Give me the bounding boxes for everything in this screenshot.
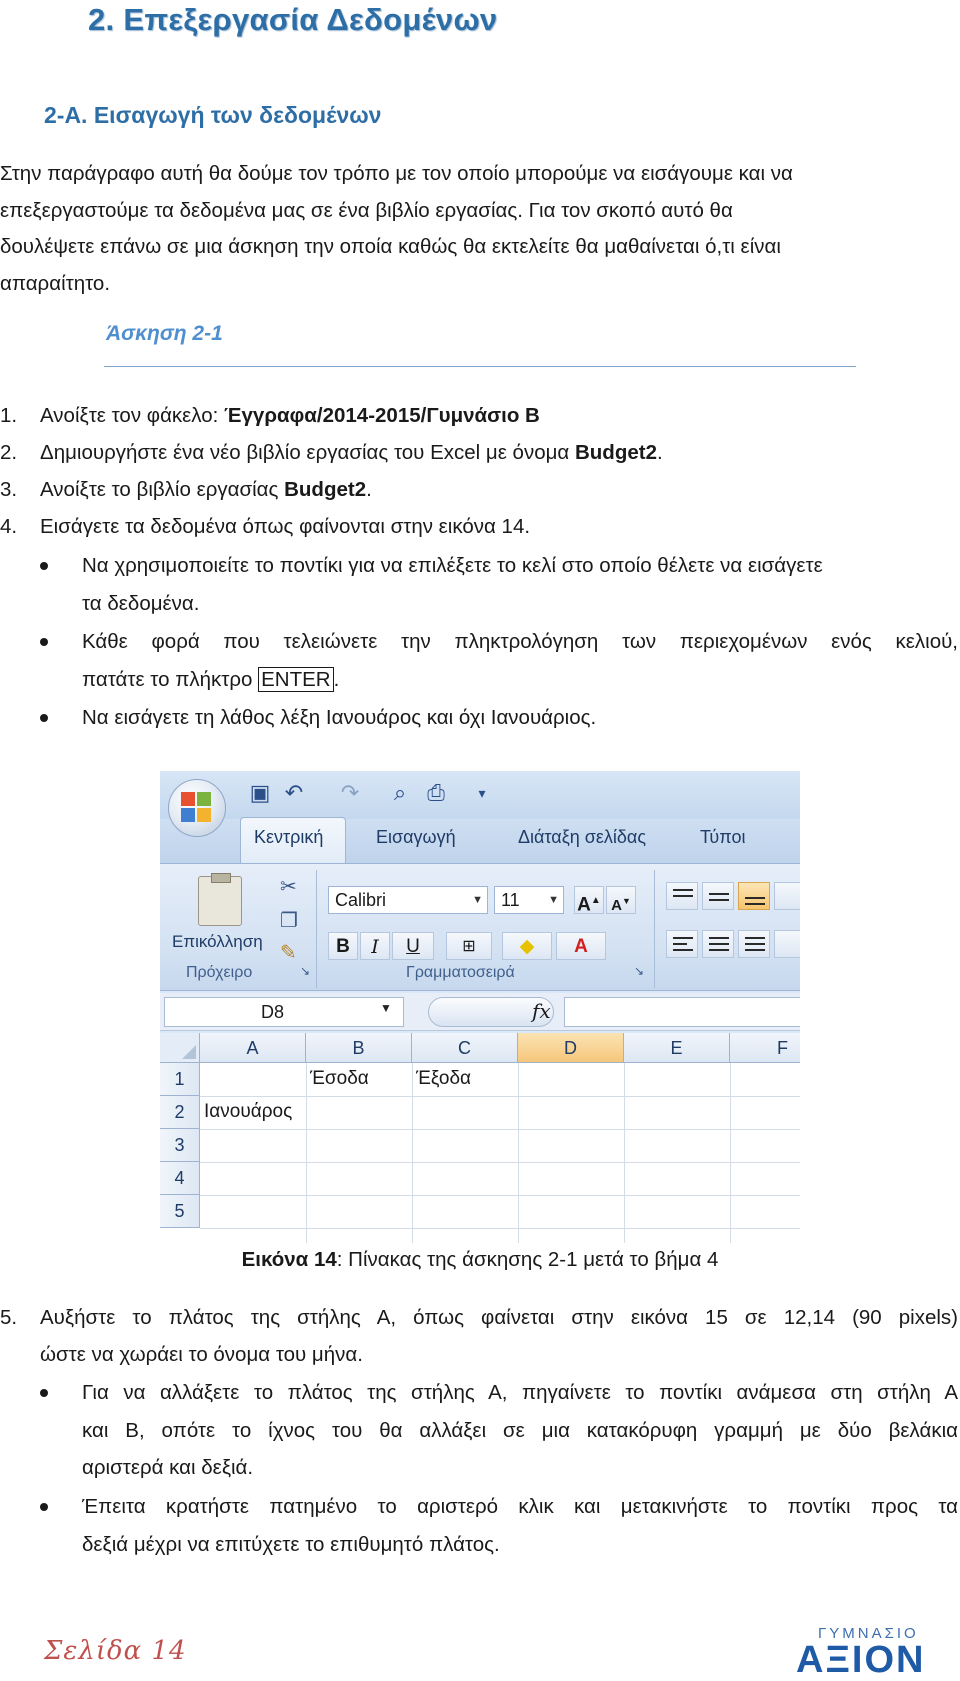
step-number: 1.: [0, 404, 18, 427]
bullet-line: δεξιά μέχρι να επιτύχετε το επιθυμητό πλάτος.: [82, 1532, 500, 1556]
step-text: ώστε να χωράει το όνομα του μήνα.: [40, 1343, 363, 1366]
group-separator: [654, 870, 655, 988]
bullet-dot: [40, 1389, 48, 1397]
page-number: Σελίδα 14: [44, 1636, 187, 1666]
orientation-button[interactable]: [774, 882, 800, 910]
step-5-bullet-2: [40, 1488, 958, 1564]
school-logo: ΑΞΙΟΝ: [796, 1639, 926, 1681]
grid-line: [518, 1063, 519, 1243]
insert-function-icon[interactable]: fx: [532, 999, 551, 1023]
column-header-e[interactable]: E: [624, 1033, 730, 1063]
step-text: Εισάγετε τα δεδομένα όπως φαίνονται στην εικόνα 14.: [40, 515, 531, 538]
step-text: Αυξήστε το πλάτος της στήλης Α, όπως φαίνεται στην εικόνα 15 σε 12,14 (90 pixels): [40, 1306, 958, 1329]
fill-color-button[interactable]: ◆: [502, 932, 552, 960]
cell-b1[interactable]: Έσοδα: [310, 1068, 369, 1089]
office-button[interactable]: [168, 779, 226, 837]
print-preview-icon: ⌕: [393, 780, 407, 805]
underline-button[interactable]: U: [392, 932, 434, 960]
shrink-font-button[interactable]: A▼: [606, 886, 636, 914]
column-header-b[interactable]: B: [306, 1033, 412, 1063]
intro-line: απαραίτητο.: [0, 271, 111, 295]
chevron-down-icon: ▼: [472, 894, 483, 906]
cut-icon[interactable]: ✂: [280, 876, 297, 898]
tab-insert[interactable]: Εισαγωγή: [376, 827, 456, 847]
format-painter-icon[interactable]: ✎: [280, 942, 297, 964]
bullet-line: Να εισάγετε τη λάθος λέξη Ιανουάρος και όχι Ιανουάριος.: [82, 706, 597, 729]
dialog-launcher-icon[interactable]: ↘: [634, 964, 645, 978]
dialog-launcher-icon[interactable]: ↘: [300, 964, 311, 978]
spreadsheet-grid: [160, 1033, 800, 1243]
step-text: Δημιουργήστε ένα νέο βιβλίο εργασίας του Excel με όνομα Budget2.: [40, 441, 663, 464]
group-clipboard: Πρόχειρο: [186, 964, 253, 981]
bullet-line: αριστερά και δεξιά.: [82, 1456, 254, 1479]
borders-button[interactable]: ⊞: [446, 932, 492, 960]
step-5-bullet-1: [40, 1374, 958, 1488]
exercise-divider: [104, 366, 856, 367]
bullet-line: Να χρησιμοποιείτε το ποντίκι για να επιλέξετε το κελί στο οποίο θέλετε να εισάγετε: [82, 554, 823, 577]
italic-button[interactable]: I: [360, 932, 390, 960]
bullet-line: Κάθε φορά που τελειώνετε την πληκτρολόγηση των περιεχομένων ενός κελιού,: [82, 630, 958, 653]
row-header-3[interactable]: 3: [160, 1129, 200, 1162]
align-right-button[interactable]: [738, 930, 770, 958]
bold-button[interactable]: B: [328, 932, 358, 960]
bullet-line: και Β, οπότε το ίχνος του θα αλλάξει σε μια κατακόρυφη γραμμή με δύο βελάκια: [82, 1418, 958, 1442]
grid-line: [306, 1063, 307, 1243]
group-separator: [316, 870, 317, 988]
step-text: Ανοίξτε το βιβλίο εργασίας Budget2.: [40, 478, 372, 501]
chevron-down-icon: ▼: [548, 894, 559, 906]
grid-line: [730, 1063, 731, 1243]
grid-line: [200, 1228, 800, 1229]
section-title: 2-Α. Εισαγωγή των δεδομένων: [44, 102, 382, 128]
enter-key: ENTER: [258, 667, 333, 692]
grid-line: [200, 1195, 800, 1196]
cell-c1[interactable]: Έξοδα: [416, 1068, 472, 1089]
font-size-combo[interactable]: 11 ▼: [494, 886, 564, 914]
column-header-f[interactable]: F: [730, 1033, 800, 1063]
select-all-corner[interactable]: [160, 1033, 200, 1063]
row-header-5[interactable]: 5: [160, 1195, 200, 1228]
grid-line: [412, 1063, 413, 1243]
exercise-title: Άσκηση 2-1: [106, 322, 223, 345]
name-box[interactable]: D8: [164, 997, 404, 1027]
intro-paragraph: [0, 156, 960, 302]
font-color-button[interactable]: A: [556, 932, 606, 960]
formula-bar: [160, 993, 800, 1031]
indent-button[interactable]: [774, 930, 800, 958]
copy-icon[interactable]: ❐: [280, 910, 298, 932]
bullet-line: τα δεδομένα.: [82, 591, 200, 615]
customize-toolbar-icon: ▾: [478, 785, 486, 801]
ribbon: [160, 863, 800, 991]
page-title: 2. Επεξεργασία Δεδομένων: [88, 2, 498, 37]
grid-line: [624, 1063, 625, 1243]
tab-home[interactable]: Κεντρική: [254, 827, 324, 847]
step-number: 4.: [0, 515, 18, 538]
paste-button[interactable]: Επικόλληση: [172, 932, 263, 951]
formula-input[interactable]: [564, 997, 800, 1027]
office-logo-icon: [181, 792, 213, 824]
step-text: Ανοίξτε τον φάκελο: Έγγραφα/2014-2015/Γυμνάσιο Β: [40, 404, 540, 427]
excel-screenshot: [160, 771, 800, 1243]
intro-line: δουλέψετε επάνω σε μια άσκηση την οποία καθώς θα εκτελείτε θα μαθαίνεται ό,τι είναι: [0, 235, 781, 258]
save-icon: ▣: [249, 780, 271, 805]
font-name-combo[interactable]: Calibri ▼: [328, 886, 488, 914]
bullet-line: πατάτε το πλήκτρο ENTER .: [82, 667, 340, 691]
align-top-button[interactable]: [666, 882, 698, 910]
grow-font-button[interactable]: A▲: [574, 886, 604, 914]
undo-icon: ↶: [284, 780, 304, 805]
redo-icon: ↷: [340, 780, 360, 805]
grid-line: [200, 1129, 800, 1130]
bullet-dot: [40, 562, 48, 570]
bullet-dot: [40, 1503, 48, 1511]
tab-page-layout[interactable]: Διάταξη σελίδας: [518, 827, 646, 847]
intro-line: επεξεργαστούμε τα δεδομένα μας σε ένα βιβλίο εργασίας. Για τον σκοπό αυτό θα: [0, 198, 733, 222]
step-number: 5.: [0, 1306, 18, 1329]
group-font: Γραμματοσειρά: [406, 964, 515, 981]
bullet-dot: [40, 714, 48, 722]
step-number: 3.: [0, 478, 18, 501]
step-4-bullet-3: [40, 699, 958, 737]
chevron-down-icon[interactable]: ▼: [380, 1001, 392, 1015]
quick-access-toolbar: [160, 771, 800, 819]
intro-line: Στην παράγραφο αυτή θα δούμε τον τρόπο με τον οποίο μπορούμε να εισάγουμε και να: [0, 162, 793, 185]
align-middle-button[interactable]: [702, 882, 734, 910]
step-4-bullet-2: [40, 623, 958, 699]
bullet-dot: [40, 638, 48, 646]
align-left-button[interactable]: [666, 930, 698, 958]
grid-line: [200, 1162, 800, 1163]
align-center-button[interactable]: [702, 930, 734, 958]
figure-caption: Εικόνα 14: Πίνακας της άσκησης 2-1 μετά το βήμα 4: [241, 1248, 719, 1271]
cell-a2[interactable]: Ιανουάρος: [204, 1101, 293, 1122]
tab-formulas[interactable]: Τύποι: [700, 827, 746, 847]
school-label: ΓΥΜΝΑΣΙΟ: [818, 1625, 919, 1642]
step-4-bullet-1: [40, 547, 958, 623]
bullet-line: Για να αλλάξετε το πλάτος της στήλης Α, πηγαίνετε το ποντίκι ανάμεσα στη στήλη Α: [82, 1381, 958, 1404]
row-header-1[interactable]: 1: [160, 1063, 200, 1096]
paste-icon[interactable]: [198, 876, 242, 926]
grid-line: [200, 1096, 800, 1097]
bullet-line: Έπειτα κρατήστε πατημένο το αριστερό κλικ και μετακινήστε το ποντίκι προς τα: [82, 1495, 958, 1518]
align-bottom-button[interactable]: [738, 882, 770, 910]
print-icon: ⎙: [427, 780, 445, 805]
column-header-d[interactable]: D: [518, 1033, 624, 1063]
column-header-a[interactable]: A: [200, 1033, 306, 1063]
row-header-4[interactable]: 4: [160, 1162, 200, 1195]
column-header-c[interactable]: C: [412, 1033, 518, 1063]
row-header-2[interactable]: 2: [160, 1096, 200, 1129]
step-number: 2.: [0, 441, 18, 464]
